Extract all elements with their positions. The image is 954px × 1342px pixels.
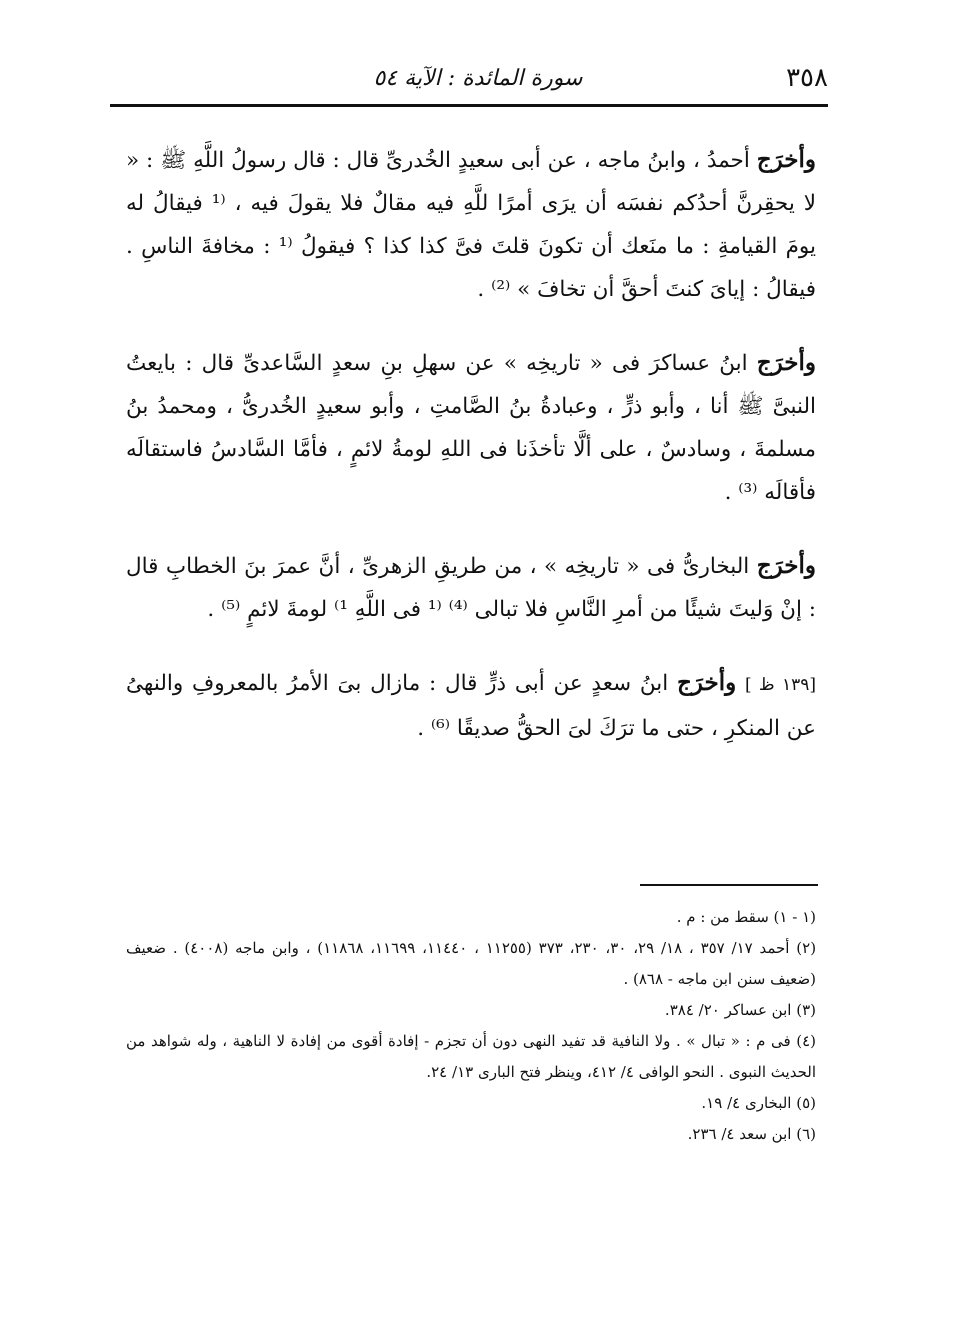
paragraph-text: ابنُ عساكرَ فى « تاريخِه » عن سهلِ بنِ سعدٍ السَّاعدىِّ قال : بايعتُ النبىَّ ﷺ أنا ، وأبو ذرٍّ ، وعبادةُ بنُ الصَّامتِ ، وأبو سعيدٍ الخُدرىُّ ، ومحمدُ بنُ مسلمةَ ، وسادسٌ ، على ألَّا تأخذَنا فى اللهِ لومةُ لائمٍ ، فأمَّا السَّادسُ فاستقالَه فأقالَه ⁽³⁾ . [126, 351, 816, 505]
footnotes [126, 902, 816, 1150]
main-text [126, 138, 816, 780]
footnote: (١ - ١) سقط من : م . [676, 908, 816, 926]
page-number: ٣٥٨ [786, 63, 828, 93]
paragraph [126, 138, 816, 311]
header-rule [110, 104, 828, 107]
paragraph [126, 661, 816, 750]
paragraph-lead: وأخرَج [756, 146, 816, 173]
footnote: (٥) البخارى ٤/ ١٩. [701, 1094, 816, 1112]
paragraph-lead: وأخرَج [756, 349, 816, 376]
paragraph-lead: وأخرَج [676, 669, 737, 696]
paragraph [126, 341, 816, 514]
page-header [128, 58, 828, 98]
footnote: (٦) ابن سعد ٤/ ٢٣٦. [687, 1125, 816, 1143]
footnote: (٤) فى م : « تبال » . ولا النافية قد تفيد النهى دون أن تجزم - إفادة أقوى من إفادة لا الناهية ، وله شواهد من الحديث النبوى . النحو الوافى ٤/ ٤١٢، وينظر فتح البارى ١٣/ ٢٤. [126, 1032, 816, 1081]
running-title: سورة المائدة : الآية ٥٤ [373, 65, 583, 91]
footnote: (٣) ابن عساكر ٢٠/ ٣٨٤. [664, 1001, 816, 1019]
paragraph [126, 544, 816, 631]
paragraph-text: أحمدُ ، وابنُ ماجه ، عن أبى سعيدٍ الخُدرىِّ قال : قال رسولُ اللَّهِ ﷺ : « لا يحقِرنَّ أحدُكم نفسَه أن يرَى أمرًا للَّهِ فيه مقالٌ فلا يقولَ فيه ، ⁽¹ فيقالُ له يومَ القيامةِ : ما منَعك أن تكونَ قلتَ فىَّ كذا كذا ؟ فيقولُ ⁽¹ : مخافةَ الناسِ . فيقالُ : إياىَ كنتَ أحقَّ أن تخافَ » ⁽²⁾ . [126, 148, 817, 302]
paragraph-text: ابنُ سعدٍ عن أبى ذرٍّ قال : مازال بىَ الأمرُ بالمعروفِ والنهىُ عن المنكرِ ، حتى ما ترَكَ لىَ الحقُّ صديقًا ⁽⁶⁾ . [126, 671, 816, 741]
footnote: (٢) أحمد ١٧/ ٣٥٧ ، ١٨/ ٢٩، ٣٠، ٢٣٠، ٣٧٣ (١١٢٥٥ ، ١١٤٤٠، ١١٦٩٩، ١١٨٦٨) ، وابن ماجه (٤٠٠٨) . ضعيف (ضعيف سنن ابن ماجه - ٨٦٨) . [126, 939, 817, 988]
footnote-rule [640, 884, 818, 886]
manuscript-folio-note: [١٣٩ ظ ] [744, 675, 816, 695]
paragraph-lead: وأخرَج [756, 552, 816, 579]
paragraph-text: البخارىُّ فى « تاريخِه » ، من طريقِ الزهرىِّ ، أنَّ عمرَ بنَ الخطابِ قال : إنْ وَليتَ شيئًا من أمرِ النَّاسِ فلا تبالى ⁽⁴⁾ ⁽¹ فى اللَّهِ ¹⁾ لومةَ لائمٍ ⁽⁵⁾ . [126, 554, 816, 622]
